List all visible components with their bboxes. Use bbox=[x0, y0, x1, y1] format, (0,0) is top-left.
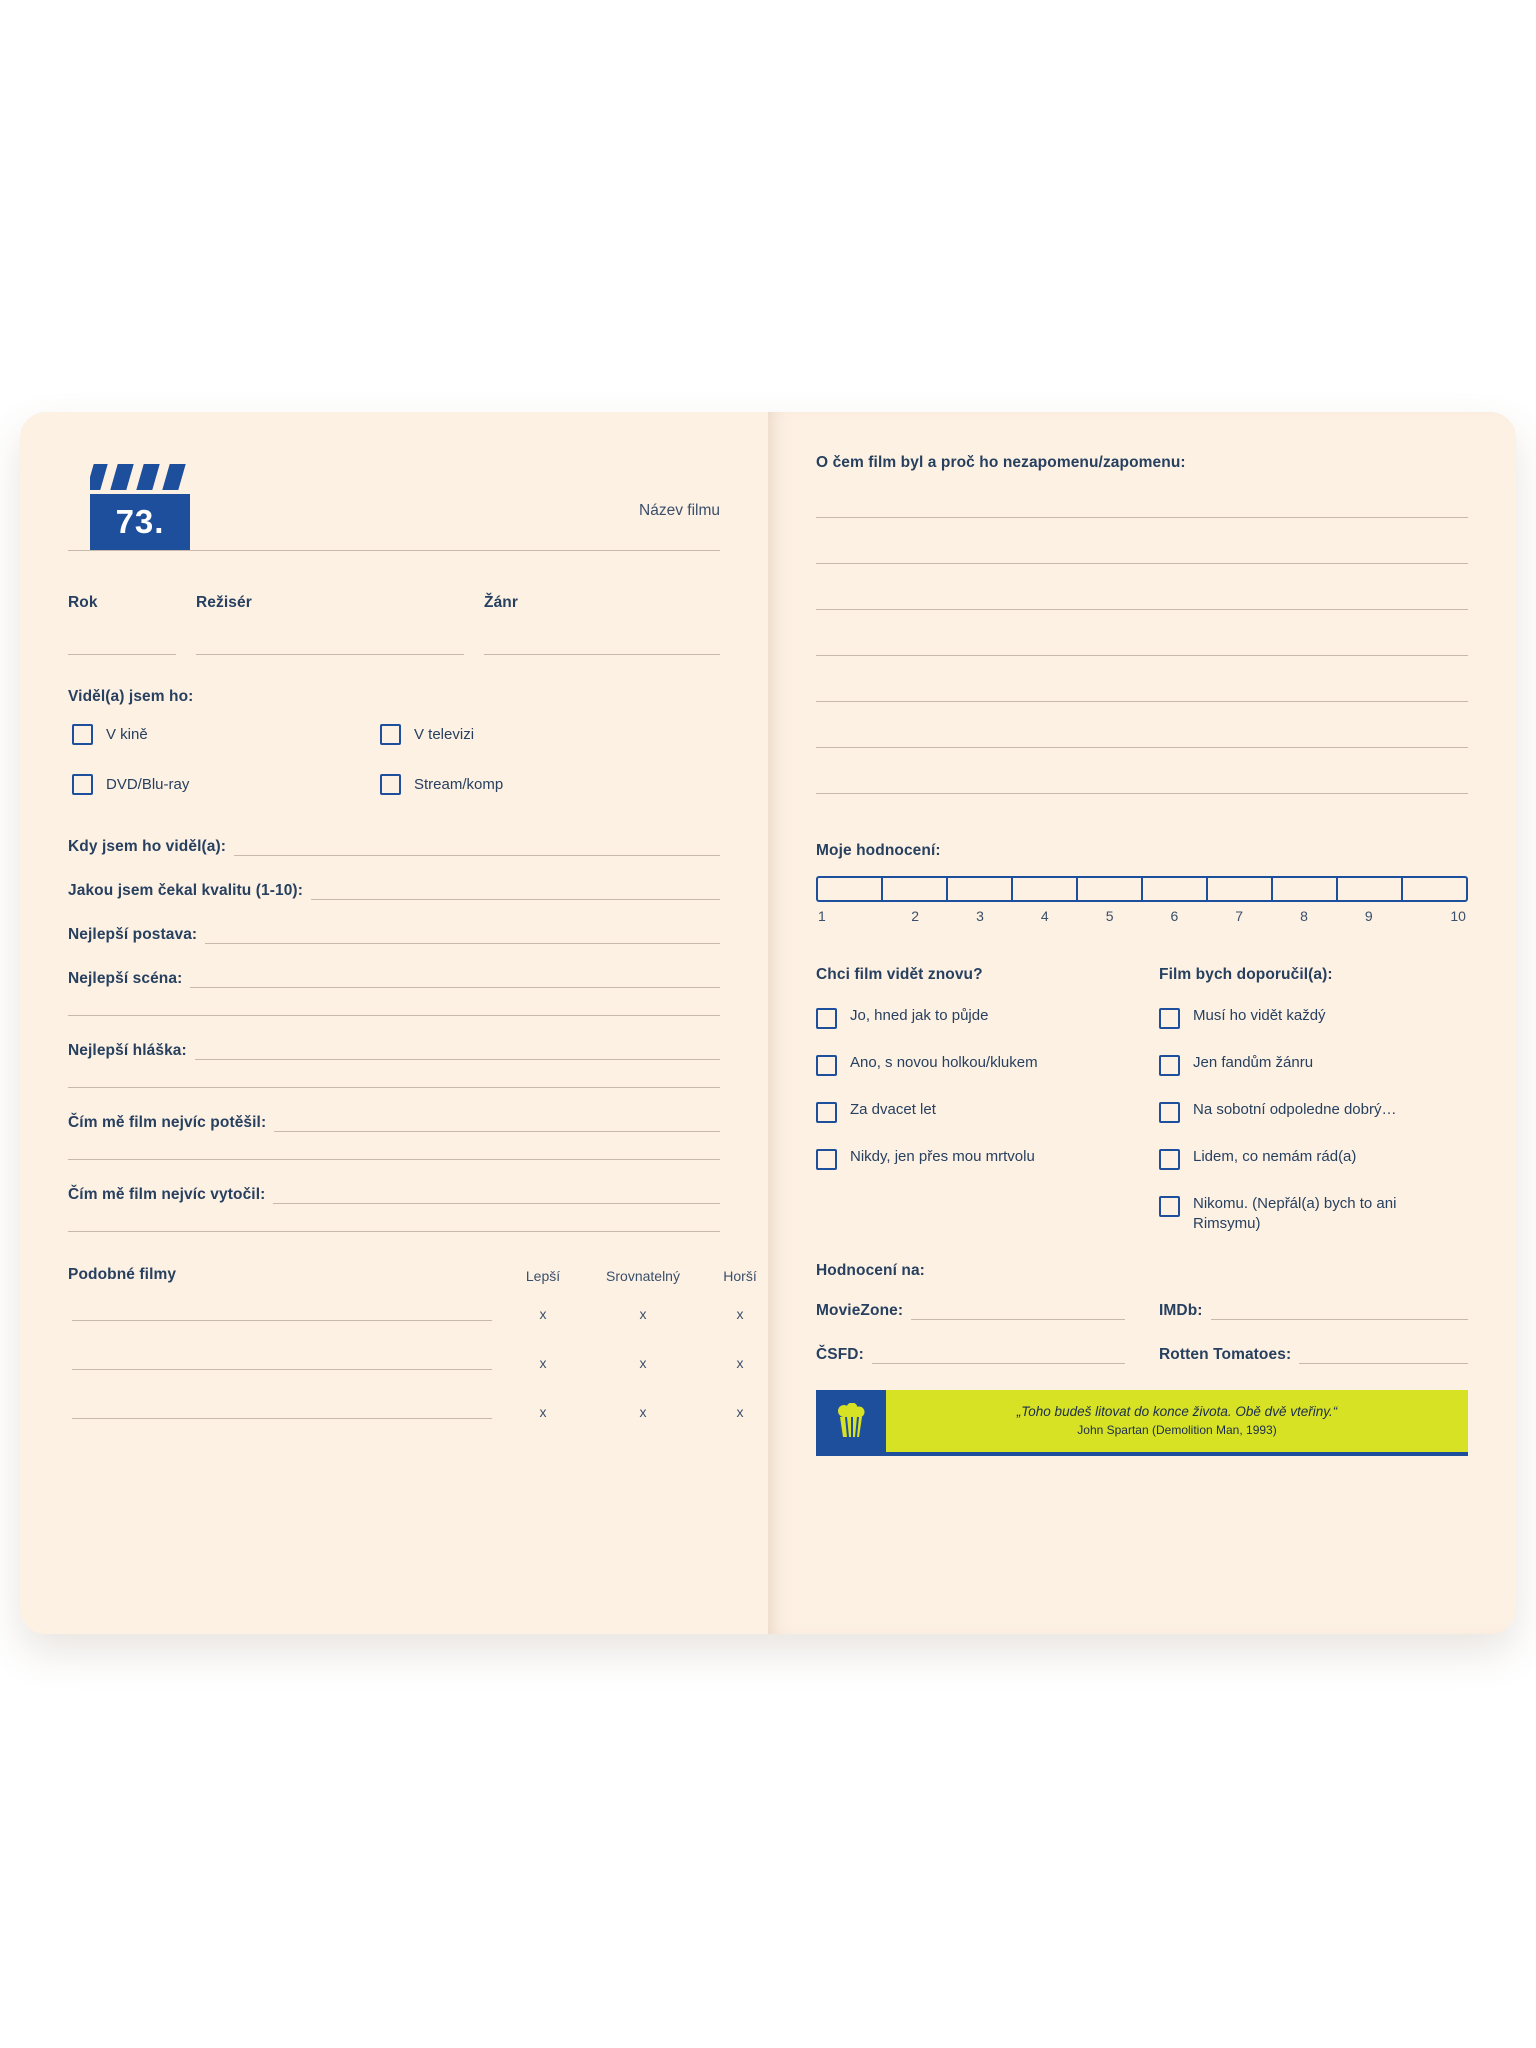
seen-options bbox=[68, 724, 720, 812]
checkbox-again-never-label: Nikdy, jen přes mou mrtvolu bbox=[850, 1148, 1035, 1165]
checkbox-icon[interactable] bbox=[816, 1008, 837, 1029]
checkbox-again-never[interactable] bbox=[816, 1147, 1125, 1170]
quote-text: „Toho budeš litovat do konce života. Obě dvě vteřiny.“ bbox=[1016, 1404, 1338, 1420]
table-row bbox=[68, 1388, 744, 1437]
quote-content bbox=[886, 1404, 1468, 1437]
checkbox-seen-cinema[interactable] bbox=[72, 724, 148, 745]
notebook-spread bbox=[20, 412, 1516, 1634]
field-moviezone-label: MovieZone: bbox=[816, 1301, 904, 1319]
clapper-top-bar bbox=[90, 464, 190, 490]
checkbox-recommend-disliked-people-label: Lidem, co nemám rád(a) bbox=[1193, 1148, 1357, 1165]
movie-title-label: Název filmu bbox=[639, 502, 720, 519]
rating-segment-2[interactable] bbox=[883, 878, 948, 900]
about-line[interactable] bbox=[816, 655, 1468, 656]
field-moviezone bbox=[816, 1302, 1125, 1320]
field-best-character-label: Nejlepší postava: bbox=[68, 926, 198, 943]
similar-movie-input[interactable] bbox=[72, 1369, 492, 1370]
field-most-pleased bbox=[68, 1106, 720, 1132]
left-page-header bbox=[68, 454, 720, 550]
table-row bbox=[68, 1339, 744, 1388]
field-most-annoyed-label: Čím mě film nejvíc vytočil: bbox=[68, 1186, 266, 1203]
movie-title-line[interactable] bbox=[68, 550, 720, 551]
checkbox-icon[interactable] bbox=[1159, 1196, 1180, 1217]
checkbox-recommend-everyone-label: Musí ho vidět každý bbox=[1193, 1007, 1326, 1024]
checkbox-again-twenty-years[interactable] bbox=[816, 1100, 1125, 1123]
popcorn-icon bbox=[816, 1390, 886, 1452]
checkbox-recommend-nobody[interactable] bbox=[1159, 1194, 1468, 1234]
field-year-input[interactable] bbox=[68, 654, 176, 655]
rating-tick: 8 bbox=[1300, 908, 1308, 924]
similar-mark-worse[interactable]: x bbox=[736, 1404, 744, 1420]
similar-mark-better[interactable]: x bbox=[539, 1404, 547, 1420]
rating-tick: 7 bbox=[1235, 908, 1244, 924]
similar-movie-input[interactable] bbox=[72, 1418, 492, 1419]
checkbox-seen-dvd-label: DVD/Blu-ray bbox=[106, 776, 190, 793]
checkbox-again-asap[interactable] bbox=[816, 1006, 1125, 1029]
year-director-genre-row bbox=[68, 594, 720, 666]
rating-segment-7[interactable] bbox=[1208, 878, 1273, 900]
rating-segment-1[interactable] bbox=[818, 878, 883, 900]
field-rotten-tomatoes bbox=[1159, 1346, 1468, 1364]
checkbox-icon[interactable] bbox=[380, 774, 401, 795]
checkbox-recommend-genre-fans[interactable] bbox=[1159, 1053, 1468, 1076]
about-line[interactable] bbox=[816, 747, 1468, 748]
similar-mark-worse[interactable]: x bbox=[736, 1355, 744, 1371]
field-most-pleased-label: Čím mě film nejvíc potěšil: bbox=[68, 1114, 267, 1131]
clapperboard-icon bbox=[90, 464, 190, 550]
external-ratings-title: Hodnocení na: bbox=[816, 1261, 925, 1279]
external-ratings-row bbox=[816, 1302, 1468, 1320]
field-rotten-tomatoes-label: Rotten Tomatoes: bbox=[1159, 1345, 1292, 1363]
field-expected-quality-input[interactable] bbox=[311, 881, 720, 900]
field-most-pleased-input[interactable] bbox=[274, 1113, 720, 1132]
field-director-input[interactable] bbox=[196, 654, 464, 655]
checkbox-recommend-everyone[interactable] bbox=[1159, 1006, 1468, 1029]
similar-mark-worse[interactable]: x bbox=[736, 1306, 744, 1322]
rating-segment-4[interactable] bbox=[1013, 878, 1078, 900]
checkbox-again-with-partner[interactable] bbox=[816, 1053, 1125, 1076]
preferences-columns bbox=[816, 966, 1468, 1258]
right-page bbox=[768, 412, 1516, 1634]
rating-tick: 6 bbox=[1170, 908, 1179, 924]
recommend-column bbox=[1159, 966, 1468, 1258]
field-imdb-label: IMDb: bbox=[1159, 1301, 1203, 1319]
field-rotten-tomatoes-input[interactable] bbox=[1299, 1346, 1468, 1364]
about-line[interactable] bbox=[816, 793, 1468, 794]
rating-scale[interactable] bbox=[816, 876, 1468, 902]
checkbox-icon[interactable] bbox=[1159, 1055, 1180, 1076]
checkbox-seen-tv[interactable] bbox=[380, 724, 474, 745]
recommend-title: Film bych doporučil(a): bbox=[1159, 966, 1333, 983]
about-line[interactable] bbox=[816, 701, 1468, 702]
my-rating-title: Moje hodnocení: bbox=[816, 842, 941, 859]
field-genre bbox=[484, 594, 720, 655]
checkbox-icon[interactable] bbox=[380, 724, 401, 745]
field-when-seen-input[interactable] bbox=[234, 837, 720, 856]
field-csfd-input[interactable] bbox=[872, 1346, 1125, 1364]
field-genre-input[interactable] bbox=[484, 654, 720, 655]
checkbox-icon[interactable] bbox=[72, 724, 93, 745]
field-expected-quality-label: Jakou jsem čekal kvalitu (1-10): bbox=[68, 882, 303, 899]
about-writing-lines bbox=[816, 517, 1468, 794]
rating-segment-10[interactable] bbox=[1403, 878, 1466, 900]
field-best-scene-input-2[interactable] bbox=[68, 1015, 720, 1016]
watch-again-column bbox=[816, 966, 1125, 1258]
checkbox-recommend-saturday[interactable] bbox=[1159, 1100, 1468, 1123]
seen-section-title: Viděl(a) jsem ho: bbox=[68, 688, 194, 705]
about-line[interactable] bbox=[816, 563, 1468, 564]
similar-column-comparable: Srovnatelný bbox=[606, 1268, 680, 1284]
table-row bbox=[68, 1290, 744, 1339]
checkbox-recommend-nobody-label: Nikomu. (Nepřál(a) bych to ani Rimsymu) bbox=[1193, 1195, 1397, 1232]
field-best-quote-label: Nejlepší hláška: bbox=[68, 1042, 187, 1059]
field-best-character bbox=[68, 918, 720, 944]
rating-tick: 5 bbox=[1105, 908, 1114, 924]
checkbox-seen-stream[interactable] bbox=[380, 774, 503, 795]
similar-column-worse: Horší bbox=[723, 1268, 757, 1284]
field-most-annoyed-input[interactable] bbox=[273, 1185, 720, 1204]
checkbox-icon[interactable] bbox=[816, 1055, 837, 1076]
rating-scale-ticks bbox=[816, 908, 1468, 924]
about-line[interactable] bbox=[816, 609, 1468, 610]
rating-segment-6[interactable] bbox=[1143, 878, 1208, 900]
checkbox-again-asap-label: Jo, hned jak to půjde bbox=[850, 1007, 989, 1024]
checkbox-recommend-genre-fans-label: Jen fandům žánru bbox=[1193, 1054, 1314, 1071]
checkbox-recommend-saturday-label: Na sobotní odpoledne dobrý… bbox=[1193, 1101, 1397, 1118]
external-ratings-row bbox=[816, 1346, 1468, 1364]
quote-attribution: John Spartan (Demolition Man, 1993) bbox=[1077, 1423, 1277, 1438]
similar-movies-title: Podobné filmy bbox=[68, 1266, 177, 1283]
checkbox-icon[interactable] bbox=[1159, 1102, 1180, 1123]
field-when-seen-label: Kdy jsem ho viděl(a): bbox=[68, 838, 226, 855]
watch-again-title: Chci film vidět znovu? bbox=[816, 966, 983, 983]
rating-segment-9[interactable] bbox=[1338, 878, 1403, 900]
external-ratings-grid bbox=[816, 1302, 1468, 1364]
rating-tick: 1 bbox=[818, 908, 826, 924]
rating-tick: 3 bbox=[976, 908, 984, 924]
checkbox-seen-stream-label: Stream/komp bbox=[414, 776, 504, 793]
checkbox-icon[interactable] bbox=[72, 774, 93, 795]
checkbox-seen-tv-label: V televizi bbox=[414, 726, 475, 743]
checkbox-icon[interactable] bbox=[1159, 1008, 1180, 1029]
similar-mark-comparable[interactable]: x bbox=[639, 1355, 647, 1371]
similar-movie-input[interactable] bbox=[72, 1320, 492, 1321]
field-csfd-label: ČSFD: bbox=[816, 1345, 864, 1363]
about-line[interactable] bbox=[816, 517, 1468, 518]
rating-tick: 2 bbox=[911, 908, 920, 924]
checkbox-seen-cinema-label: V kině bbox=[106, 726, 148, 743]
checkbox-icon[interactable] bbox=[816, 1149, 837, 1170]
field-most-annoyed bbox=[68, 1178, 720, 1204]
field-most-annoyed-input-2[interactable] bbox=[68, 1231, 720, 1232]
left-page bbox=[20, 412, 768, 1634]
checkbox-icon[interactable] bbox=[1159, 1149, 1180, 1170]
field-director bbox=[196, 594, 464, 655]
similar-column-better: Lepší bbox=[525, 1268, 561, 1284]
similar-mark-comparable[interactable]: x bbox=[639, 1404, 647, 1420]
rating-tick: 9 bbox=[1364, 908, 1373, 924]
quote-banner bbox=[816, 1390, 1468, 1456]
rating-segment-8[interactable] bbox=[1273, 878, 1338, 900]
field-director-label: Režisér bbox=[196, 594, 252, 611]
field-best-quote-input[interactable] bbox=[195, 1041, 720, 1060]
field-best-quote bbox=[68, 1034, 720, 1060]
field-when-seen bbox=[68, 830, 720, 856]
checkbox-again-with-partner-label: Ano, s novou holkou/klukem bbox=[850, 1054, 1038, 1071]
similar-mark-better[interactable]: x bbox=[539, 1306, 547, 1322]
field-best-scene-label: Nejlepší scéna: bbox=[68, 970, 183, 987]
field-csfd bbox=[816, 1346, 1125, 1364]
field-expected-quality bbox=[68, 874, 720, 900]
similar-movies-header bbox=[68, 1266, 757, 1290]
field-best-character-input[interactable] bbox=[205, 925, 720, 944]
field-most-pleased-input-2[interactable] bbox=[68, 1159, 720, 1160]
rating-segment-3[interactable] bbox=[948, 878, 1013, 900]
field-best-scene-input[interactable] bbox=[190, 969, 720, 988]
field-genre-label: Žánr bbox=[484, 594, 518, 611]
rating-tick: 10 bbox=[1450, 908, 1466, 924]
checkbox-recommend-disliked-people[interactable] bbox=[1159, 1147, 1468, 1170]
entry-number: 73. bbox=[90, 494, 190, 550]
similar-movies-table bbox=[68, 1266, 757, 1437]
field-year-label: Rok bbox=[68, 594, 98, 611]
rating-segment-5[interactable] bbox=[1078, 878, 1143, 900]
checkbox-again-twenty-years-label: Za dvacet let bbox=[850, 1101, 936, 1118]
similar-mark-better[interactable]: x bbox=[539, 1355, 547, 1371]
field-imdb bbox=[1159, 1302, 1468, 1320]
field-best-scene bbox=[68, 962, 720, 988]
similar-mark-comparable[interactable]: x bbox=[639, 1306, 647, 1322]
checkbox-seen-dvd[interactable] bbox=[72, 774, 189, 795]
rating-tick: 4 bbox=[1040, 908, 1049, 924]
field-moviezone-input[interactable] bbox=[911, 1302, 1125, 1320]
field-imdb-input[interactable] bbox=[1211, 1302, 1468, 1320]
about-section-title: O čem film byl a proč ho nezapomenu/zapomenu: bbox=[816, 454, 1186, 471]
field-best-quote-input-2[interactable] bbox=[68, 1087, 720, 1088]
field-year bbox=[68, 594, 176, 655]
checkbox-icon[interactable] bbox=[816, 1102, 837, 1123]
